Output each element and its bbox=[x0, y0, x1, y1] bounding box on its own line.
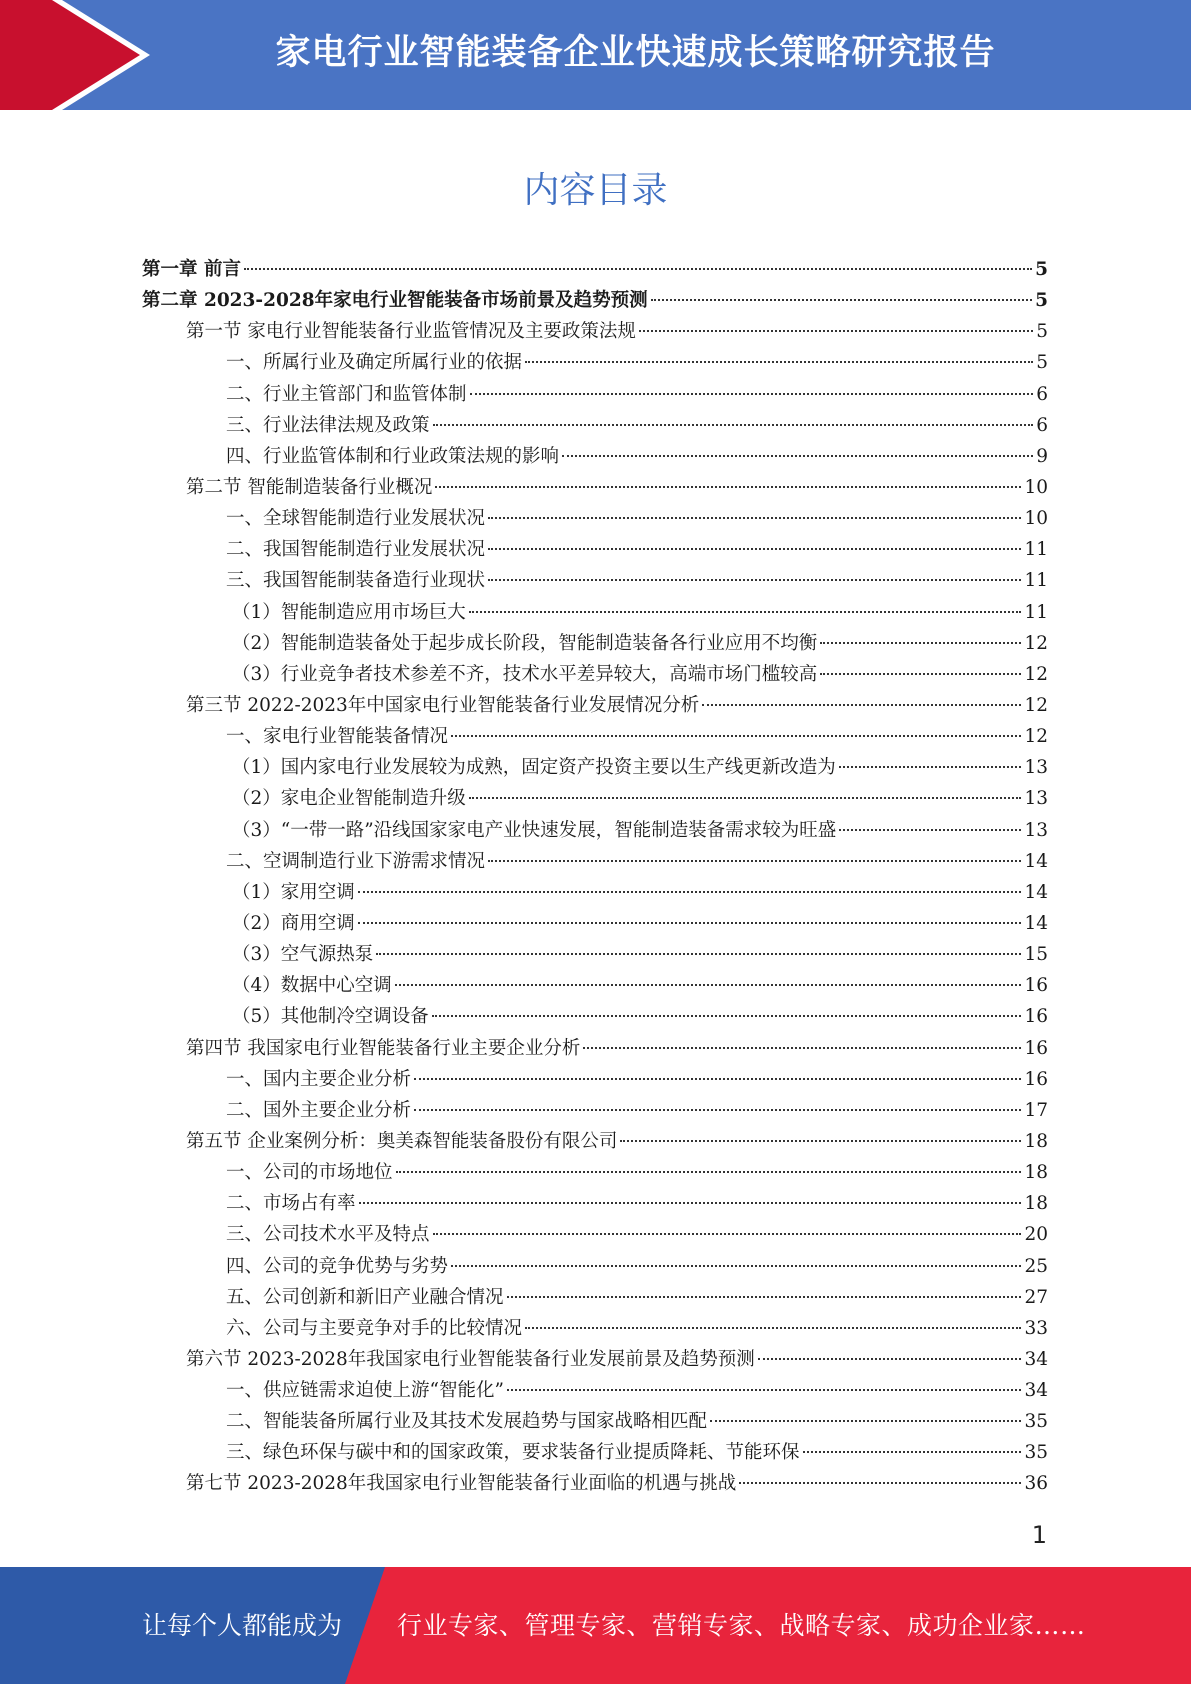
toc-entry-page: 18 bbox=[1024, 1130, 1048, 1152]
toc-entry-label: （1）国内家电行业发展较为成熟，固定资产投资主要以生产线更新改造为 bbox=[232, 757, 836, 779]
toc-dot-leader bbox=[620, 1140, 1021, 1142]
toc-entry-page: 33 bbox=[1024, 1317, 1048, 1339]
toc-entry[interactable] bbox=[142, 410, 1048, 441]
toc-entry[interactable] bbox=[142, 1313, 1048, 1344]
toc-entry-page: 34 bbox=[1024, 1348, 1048, 1370]
toc-entry-page: 12 bbox=[1024, 694, 1048, 716]
toc-dot-leader bbox=[469, 797, 1022, 799]
toc-entry-label: 二、智能装备所属行业及其技术发展趋势与国家战略相匹配 bbox=[226, 1411, 708, 1433]
toc-dot-leader bbox=[525, 1327, 1021, 1329]
toc-entry-page: 27 bbox=[1024, 1286, 1048, 1308]
toc-entry[interactable] bbox=[142, 721, 1048, 752]
toc-dot-leader bbox=[525, 361, 1033, 363]
toc-entry[interactable] bbox=[142, 1375, 1048, 1406]
toc-entry[interactable] bbox=[142, 254, 1048, 285]
toc-entry-page: 11 bbox=[1024, 539, 1048, 561]
toc-dot-leader bbox=[470, 393, 1034, 395]
toc-dot-leader bbox=[359, 1202, 1022, 1204]
toc-dot-leader bbox=[396, 1171, 1022, 1173]
toc-entry-page: 10 bbox=[1024, 508, 1048, 530]
toc-entry-page: 14 bbox=[1024, 850, 1048, 872]
toc-entry[interactable] bbox=[142, 316, 1048, 347]
toc-entry[interactable] bbox=[142, 1095, 1048, 1126]
toc-entry-label: （3）“一带一路”沿线国家家电产业快速发展，智能制造装备需求较为旺盛 bbox=[232, 819, 837, 841]
toc-dot-leader bbox=[803, 1451, 1022, 1453]
toc-entry-page: 17 bbox=[1024, 1099, 1048, 1121]
toc-entry[interactable] bbox=[142, 285, 1048, 316]
toc-dot-leader bbox=[651, 299, 1033, 301]
toc-entry[interactable] bbox=[142, 1001, 1048, 1032]
toc-dot-leader bbox=[414, 1078, 1021, 1080]
toc-dot-leader bbox=[839, 766, 1022, 768]
toc-title: 内容目录 bbox=[523, 170, 668, 211]
toc-entry-label: 第二节 智能制造装备行业概况 bbox=[186, 476, 433, 498]
toc-entry-label: 二、行业主管部门和监管体制 bbox=[226, 383, 467, 405]
toc-entry-label: 五、公司创新和新旧产业融合情况 bbox=[226, 1286, 504, 1308]
toc-dot-leader bbox=[820, 642, 1021, 644]
toc-entry[interactable] bbox=[142, 441, 1048, 472]
toc-entry-page: 6 bbox=[1036, 383, 1048, 405]
toc-entry-page: 12 bbox=[1024, 663, 1048, 685]
toc-entry-label: 第二章 2023-2028年家电行业智能装备市场前景及趋势预测 bbox=[142, 290, 648, 312]
toc-entry[interactable] bbox=[142, 1468, 1048, 1499]
toc-dot-leader bbox=[488, 517, 1021, 519]
toc-dot-leader bbox=[562, 455, 1033, 457]
toc-entry-label: 四、行业监管体制和行业政策法规的影响 bbox=[226, 445, 560, 467]
toc-entry-page: 10 bbox=[1024, 476, 1048, 498]
toc-entry-page: 5 bbox=[1035, 259, 1048, 280]
toc-entry-page: 6 bbox=[1036, 414, 1048, 436]
toc-entry[interactable] bbox=[142, 565, 1048, 596]
toc-entry[interactable] bbox=[142, 503, 1048, 534]
report-header bbox=[0, 0, 1191, 110]
toc-entry-page: 13 bbox=[1024, 757, 1048, 779]
toc-entry-page: 13 bbox=[1024, 788, 1048, 810]
toc-dot-leader bbox=[507, 1389, 1022, 1391]
toc-entry-label: 三、绿色环保与碳中和的国家政策，要求装备行业提质降耗、节能环保 bbox=[226, 1442, 800, 1464]
toc-dot-leader bbox=[839, 829, 1021, 831]
table-of-contents bbox=[142, 254, 1048, 1500]
toc-entry-label: 第一章 前言 bbox=[142, 259, 241, 280]
toc-dot-leader bbox=[414, 1109, 1021, 1111]
toc-entry[interactable] bbox=[142, 1282, 1048, 1313]
toc-dot-leader bbox=[358, 891, 1022, 893]
toc-entry-page: 14 bbox=[1024, 881, 1048, 903]
toc-entry-page: 9 bbox=[1036, 445, 1048, 467]
toc-entry-page: 12 bbox=[1024, 632, 1048, 654]
toc-entry-label: 一、国内主要企业分析 bbox=[226, 1068, 412, 1090]
toc-entry-label: 六、公司与主要竞争对手的比较情况 bbox=[226, 1317, 523, 1339]
toc-entry-page: 14 bbox=[1024, 912, 1048, 934]
toc-entry-label: 一、公司的市场地位 bbox=[226, 1162, 393, 1184]
toc-entry[interactable] bbox=[142, 347, 1048, 378]
toc-entry[interactable] bbox=[142, 815, 1048, 846]
toc-entry-label: 四、公司的竞争优势与劣势 bbox=[226, 1255, 449, 1277]
toc-dot-leader bbox=[488, 579, 1021, 581]
toc-entry-page: 25 bbox=[1024, 1255, 1048, 1277]
toc-entry[interactable] bbox=[142, 659, 1048, 690]
toc-entry-label: 二、我国智能制造行业发展状况 bbox=[226, 539, 486, 561]
toc-entry[interactable] bbox=[142, 1033, 1048, 1064]
toc-entry-page: 11 bbox=[1024, 601, 1048, 623]
toc-dot-leader bbox=[433, 424, 1034, 426]
toc-entry-page: 5 bbox=[1036, 321, 1048, 343]
page-number: 1 bbox=[1031, 1521, 1047, 1549]
toc-dot-leader bbox=[507, 1296, 1022, 1298]
toc-entry-page: 35 bbox=[1024, 1411, 1048, 1433]
toc-entry[interactable] bbox=[142, 908, 1048, 939]
toc-dot-leader bbox=[451, 1265, 1021, 1267]
toc-entry[interactable] bbox=[142, 877, 1048, 908]
toc-entry-page: 36 bbox=[1024, 1473, 1048, 1495]
toc-dot-leader bbox=[433, 1233, 1022, 1235]
toc-entry-label: 第六节 2023-2028年我国家电行业智能装备行业发展前景及趋势预测 bbox=[186, 1348, 755, 1370]
toc-entry-label: 二、国外主要企业分析 bbox=[226, 1099, 412, 1121]
toc-entry-label: （3）行业竞争者技术参差不齐，技术水平差异较大，高端市场门槛较高 bbox=[232, 663, 818, 685]
toc-dot-leader bbox=[358, 922, 1022, 924]
toc-dot-leader bbox=[488, 548, 1021, 550]
toc-entry[interactable] bbox=[142, 597, 1048, 628]
toc-entry[interactable] bbox=[142, 1188, 1048, 1219]
toc-entry[interactable] bbox=[142, 472, 1048, 503]
footer-slogan-left: 让每个人都能成为 bbox=[142, 1611, 343, 1640]
toc-entry-label: （4）数据中心空调 bbox=[232, 975, 392, 997]
toc-entry-label: 第七节 2023-2028年我国家电行业智能装备行业面临的机遇与挑战 bbox=[186, 1473, 737, 1495]
toc-entry[interactable] bbox=[142, 752, 1048, 783]
toc-dot-leader bbox=[639, 330, 1033, 332]
toc-dot-leader bbox=[244, 268, 1032, 270]
toc-entry-label: 一、所属行业及确定所属行业的依据 bbox=[226, 352, 523, 374]
toc-dot-leader bbox=[376, 953, 1021, 955]
toc-entry[interactable] bbox=[142, 846, 1048, 877]
toc-dot-leader bbox=[702, 704, 1021, 706]
toc-entry[interactable] bbox=[142, 1126, 1048, 1157]
toc-entry[interactable] bbox=[142, 783, 1048, 814]
toc-entry[interactable] bbox=[142, 690, 1048, 721]
toc-entry-page: 11 bbox=[1024, 570, 1048, 592]
toc-entry-page: 16 bbox=[1024, 1037, 1048, 1059]
toc-entry[interactable] bbox=[142, 628, 1048, 659]
toc-entry[interactable] bbox=[142, 1344, 1048, 1375]
toc-entry-label: （2）家电企业智能制造升级 bbox=[232, 788, 466, 810]
toc-dot-leader bbox=[820, 673, 1021, 675]
toc-entry[interactable] bbox=[142, 1251, 1048, 1282]
toc-entry-label: 三、公司技术水平及特点 bbox=[226, 1224, 430, 1246]
toc-entry-page: 18 bbox=[1024, 1162, 1048, 1184]
toc-entry[interactable] bbox=[142, 970, 1048, 1001]
toc-entry-page: 13 bbox=[1024, 819, 1048, 841]
toc-dot-leader bbox=[469, 611, 1022, 613]
toc-entry-page: 16 bbox=[1024, 975, 1048, 997]
toc-entry-page: 15 bbox=[1024, 944, 1048, 966]
toc-entry-label: 第一节 家电行业智能装备行业监管情况及主要政策法规 bbox=[186, 321, 636, 343]
toc-entry-page: 16 bbox=[1024, 1068, 1048, 1090]
toc-entry[interactable] bbox=[142, 1437, 1048, 1468]
toc-entry-label: 三、我国智能制装备造行业现状 bbox=[226, 570, 486, 592]
toc-entry-page: 12 bbox=[1024, 726, 1048, 748]
toc-entry-label: 一、全球智能制造行业发展状况 bbox=[226, 508, 486, 530]
toc-entry-page: 35 bbox=[1024, 1442, 1048, 1464]
toc-entry-label: 二、空调制造行业下游需求情况 bbox=[226, 850, 486, 872]
toc-entry-label: （2）商用空调 bbox=[232, 912, 355, 934]
toc-entry[interactable] bbox=[142, 534, 1048, 565]
toc-entry-label: （1）智能制造应用市场巨大 bbox=[232, 601, 466, 623]
toc-entry-label: （1）家用空调 bbox=[232, 881, 355, 903]
toc-entry-label: （2）智能制造装备处于起步成长阶段，智能制造装备各行业应用不均衡 bbox=[232, 632, 818, 654]
toc-dot-leader bbox=[435, 486, 1021, 488]
toc-dot-leader bbox=[710, 1420, 1021, 1422]
toc-entry-page: 34 bbox=[1024, 1380, 1048, 1402]
toc-entry-label: 第五节 企业案例分析：奥美森智能装备股份有限公司 bbox=[186, 1130, 618, 1152]
toc-entry-page: 5 bbox=[1035, 290, 1048, 312]
footer-banner bbox=[0, 1567, 1191, 1684]
toc-entry-page: 20 bbox=[1024, 1224, 1048, 1246]
toc-entry[interactable] bbox=[142, 1157, 1048, 1188]
toc-dot-leader bbox=[432, 1015, 1022, 1017]
toc-dot-leader bbox=[395, 984, 1022, 986]
report-title: 家电行业智能装备企业快速成长策略研究报告 bbox=[275, 33, 996, 73]
toc-entry-page: 5 bbox=[1036, 352, 1048, 374]
toc-dot-leader bbox=[451, 735, 1021, 737]
toc-entry-label: 三、行业法律法规及政策 bbox=[226, 414, 430, 436]
toc-entry-label: （5）其他制冷空调设备 bbox=[232, 1006, 429, 1028]
toc-entry[interactable] bbox=[142, 1064, 1048, 1095]
toc-dot-leader bbox=[488, 860, 1021, 862]
toc-entry[interactable] bbox=[142, 939, 1048, 970]
toc-entry[interactable] bbox=[142, 1219, 1048, 1250]
toc-entry-label: 一、供应链需求迫使上游“智能化” bbox=[226, 1380, 504, 1402]
toc-entry[interactable] bbox=[142, 379, 1048, 410]
toc-entry-label: 一、家电行业智能装备情况 bbox=[226, 726, 449, 748]
toc-entry-label: 二、市场占有率 bbox=[226, 1193, 356, 1215]
toc-entry-label: 第三节 2022-2023年中国家电行业智能装备行业发展情况分析 bbox=[186, 694, 700, 716]
toc-dot-leader bbox=[739, 1482, 1021, 1484]
toc-entry-page: 16 bbox=[1024, 1006, 1048, 1028]
toc-entry[interactable] bbox=[142, 1406, 1048, 1437]
toc-entry-page: 18 bbox=[1024, 1193, 1048, 1215]
footer-slogan-right: 行业专家、管理专家、营销专家、战略专家、成功企业家…… bbox=[397, 1611, 1086, 1640]
toc-dot-leader bbox=[758, 1358, 1022, 1360]
toc-entry-label: （3）空气源热泵 bbox=[232, 944, 374, 966]
toc-dot-leader bbox=[583, 1047, 1021, 1049]
toc-entry-label: 第四节 我国家电行业智能装备行业主要企业分析 bbox=[186, 1037, 581, 1059]
